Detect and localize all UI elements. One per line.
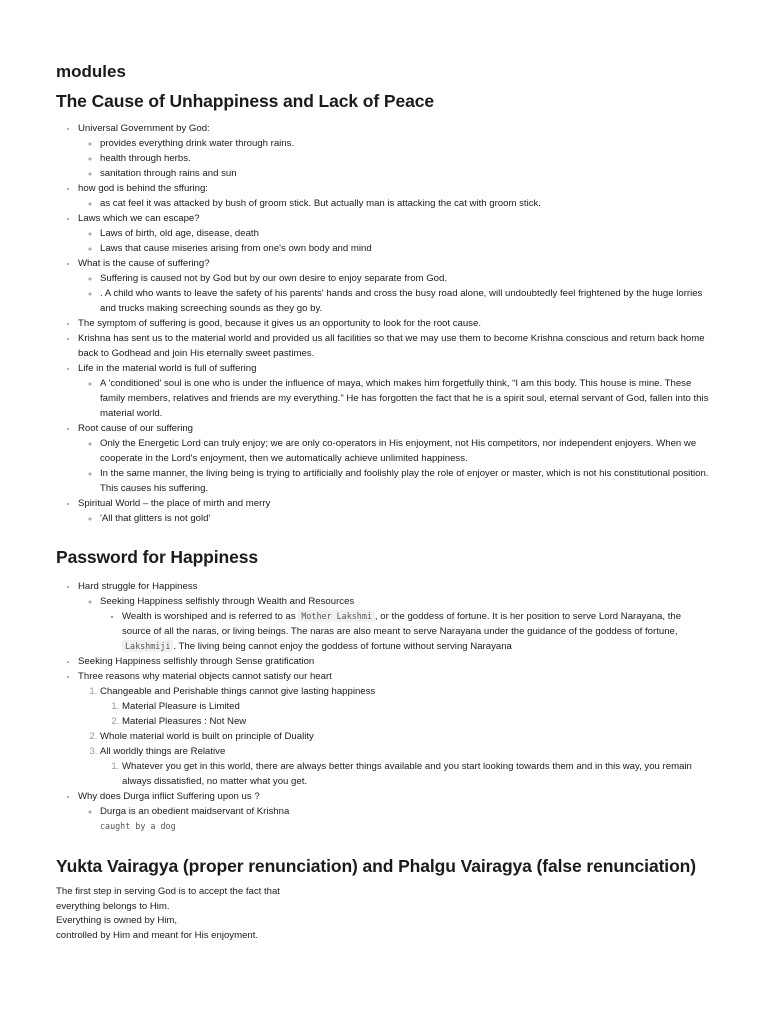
list-item: • how god is behind the sffuring: ◦ as cat feel it was attacked by bush of groom stick. But actually man is attacking the cat with groom stick. xyxy=(78,181,712,211)
list-item: • Life in the material world is full of suffering ◦ A 'conditioned' soul is one who is under the influence of maya, which makes him forgetfully think, “I am this body. This house is mine. These family members, relatives and friends are my everything.” He has forgotten the fact that he is a spirit soul, eternal servant of God, fallen into this material world. xyxy=(78,361,712,421)
list-item: 1. Changeable and Perishable things cannot give lasting happiness 1. Material Pleasure is Limited 2. Material Pleasures : Not New xyxy=(100,684,712,729)
list-item: 1. Whatever you get in this world, there are always better things available and you start looking towards them and in this way, you remain always dissatisfied, no matter what you get. xyxy=(122,759,712,789)
list-item: • Laws which we can escape? ◦ Laws of birth, old age, disease, death ◦ Laws that cause miseries arising from one's own body and mind xyxy=(78,211,712,256)
list-item: ◦ Laws of birth, old age, disease, death xyxy=(100,226,712,241)
list-item: • Krishna has sent us to the material world and provided us all facilities so that we may use them to become Krishna conscious and return back home back to Godhead and join His eternally sweet pastimes. xyxy=(78,331,712,361)
list-item: • Spiritual World – the place of mirth and merry ◦ 'All that glitters is not gold' xyxy=(78,496,712,526)
section-title-unhappiness: The Cause of Unhappiness and Lack of Peace xyxy=(56,91,434,111)
list-item: ◦ Seeking Happiness selfishly through Wealth and Resources ▪ Wealth is worshiped and is referred to as Mother Lakshmi , or the goddess of fortune. It is her position to serve Lord Narayana, the source of all the naras, or living beings. The naras are also meant to serve Narayana under the guidance of the goddess of fortune, Lakshmiji . The living being cannot enjoy the goddess of fortune without serving Narayana xyxy=(100,594,712,654)
section-title-vairagya: Yukta Vairagya (proper renunciation) and Phalgu Vairagya (false renunciation) xyxy=(56,856,696,876)
list-item: ◦ . A child who wants to leave the safety of his parents' hands and cross the busy road alone, will undoubtedly feel frightened by the huge lorries and trucks making screeching sounds as they go by. xyxy=(100,286,712,316)
list-item: 1. Material Pleasure is Limited xyxy=(122,699,712,714)
list-item: 2. Whole material world is built on principle of Duality xyxy=(100,729,712,744)
list-item: • The symptom of suffering is good, because it gives us an opportunity to look for the root cause. xyxy=(78,316,712,331)
list-item: ◦ health through herbs. xyxy=(100,151,712,166)
list-item: ◦ In the same manner, the living being is trying to artificially and foolishly play the role of enjoyer or master, which is not his constitutional position. This causes his suffering. xyxy=(100,466,712,496)
inline-code: Mother Lakshmi xyxy=(298,610,375,622)
password-list xyxy=(56,579,712,833)
list-item: • Universal Government by God: ◦ provides everything drink water through rains. ◦ health through herbs. ◦ sanitation through rains and sun xyxy=(78,121,712,181)
list-item: ◦ provides everything drink water through rains. xyxy=(100,136,712,151)
list-item: ◦ Durga is an obedient maidservant of Krishna caught by a dog xyxy=(100,804,712,833)
list-item: • Three reasons why material objects cannot satisfy our heart 1. Changeable and Perishable things cannot give lasting happiness 1. Material Pleasure is Limited 2. Material Pleasures : Not New 2. Whole material world is built on principle of Duality 3. All worldly things are Relative 1. Whatever you get in this world, there are always better things available and you start looking towards them and in this way, you remain always dissatisfied, no matter what you get. xyxy=(78,669,712,789)
list-item: ▪ Wealth is worshiped and is referred to as Mother Lakshmi , or the goddess of fortune. It is her position to serve Lord Narayana, the source of all the naras, or living beings. The naras are also meant to serve Narayana under the guidance of the goddess of fortune, Lakshmiji . The living being cannot enjoy the goddess of fortune without serving Narayana xyxy=(122,609,712,654)
list-item: ◦ 'All that glitters is not gold' xyxy=(100,511,712,526)
code-line: caught by a dog xyxy=(100,821,176,831)
list-item: 3. All worldly things are Relative 1. Whatever you get in this world, there are always better things available and you start looking towards them and in this way, you remain always dissatisfied, no matter what you get. xyxy=(100,744,712,789)
list-item: ◦ Only the Energetic Lord can truly enjoy; we are only co-operators in His enjoyment, not His competitors, nor independent enjoyers. When we cooperate in the Lord's enjoyment, then we automatically achieve unlimited happiness. xyxy=(100,436,712,466)
section-title-password: Password for Happiness xyxy=(56,547,259,567)
list-item: • What is the cause of suffering? ◦ Suffering is caused not by God but by our own desire to enjoy separate from God. ◦ . A child who wants to leave the safety of his parents' hands and cross the busy road alone, will undoubtedly feel frightened by the huge lorries and trucks making screeching sounds as they go by. xyxy=(78,256,712,316)
list-item: ◦ Suffering is caused not by God but by our own desire to enjoy separate from God. xyxy=(100,271,712,286)
unhappiness-list xyxy=(56,121,712,526)
inline-code: Lakshmiji xyxy=(122,640,173,652)
list-item: ◦ as cat feel it was attacked by bush of groom stick. But actually man is attacking the cat with groom stick. xyxy=(100,196,712,211)
list-item: ◦ A 'conditioned' soul is one who is under the influence of maya, which makes him forgetfully think, “I am this body. This house is mine. These family members, relatives and friends are my everything.” He has forgotten the fact that he is a spirit soul, eternal servant of God, fallen into this material world. xyxy=(100,376,712,421)
list-item: 2. Material Pleasures : Not New xyxy=(122,714,712,729)
list-item: ◦ Laws that cause miseries arising from one's own body and mind xyxy=(100,241,712,256)
modules-heading: modules xyxy=(56,62,126,81)
list-item: • Hard struggle for Happiness ◦ Seeking Happiness selfishly through Wealth and Resources ▪ Wealth is worshiped and is referred to as Mother Lakshmi , or the goddess of fortune. It is her position to serve Lord Narayana, the source of all the naras, or living beings. The naras are also meant to serve Narayana under the guidance of the goddess of fortune, Lakshmiji . The living being cannot enjoy the goddess of fortune without serving Narayana xyxy=(78,579,712,654)
list-item: • Why does Durga inflict Suffering upon us ? ◦ Durga is an obedient maidservant of Krishna caught by a dog xyxy=(78,789,712,833)
list-item: ◦ sanitation through rains and sun xyxy=(100,166,712,181)
list-item: • Seeking Happiness selfishly through Sense gratification xyxy=(78,654,712,669)
paragraph: The first step in serving God is to accept the fact that everything belongs to Him. Everything is owned by Him, controlled by Him and meant for His enjoyment. xyxy=(56,886,280,941)
list-item: • Root cause of our suffering ◦ Only the Energetic Lord can truly enjoy; we are only co-operators in His enjoyment, not His competitors, nor independent enjoyers. When we cooperate in the Lord's enjoyment, then we automatically achieve unlimited happiness. ◦ In the same manner, the living being is trying to artificially and foolishly play the role of enjoyer or master, which is not his constitutional position. This causes his suffering. xyxy=(78,421,712,496)
